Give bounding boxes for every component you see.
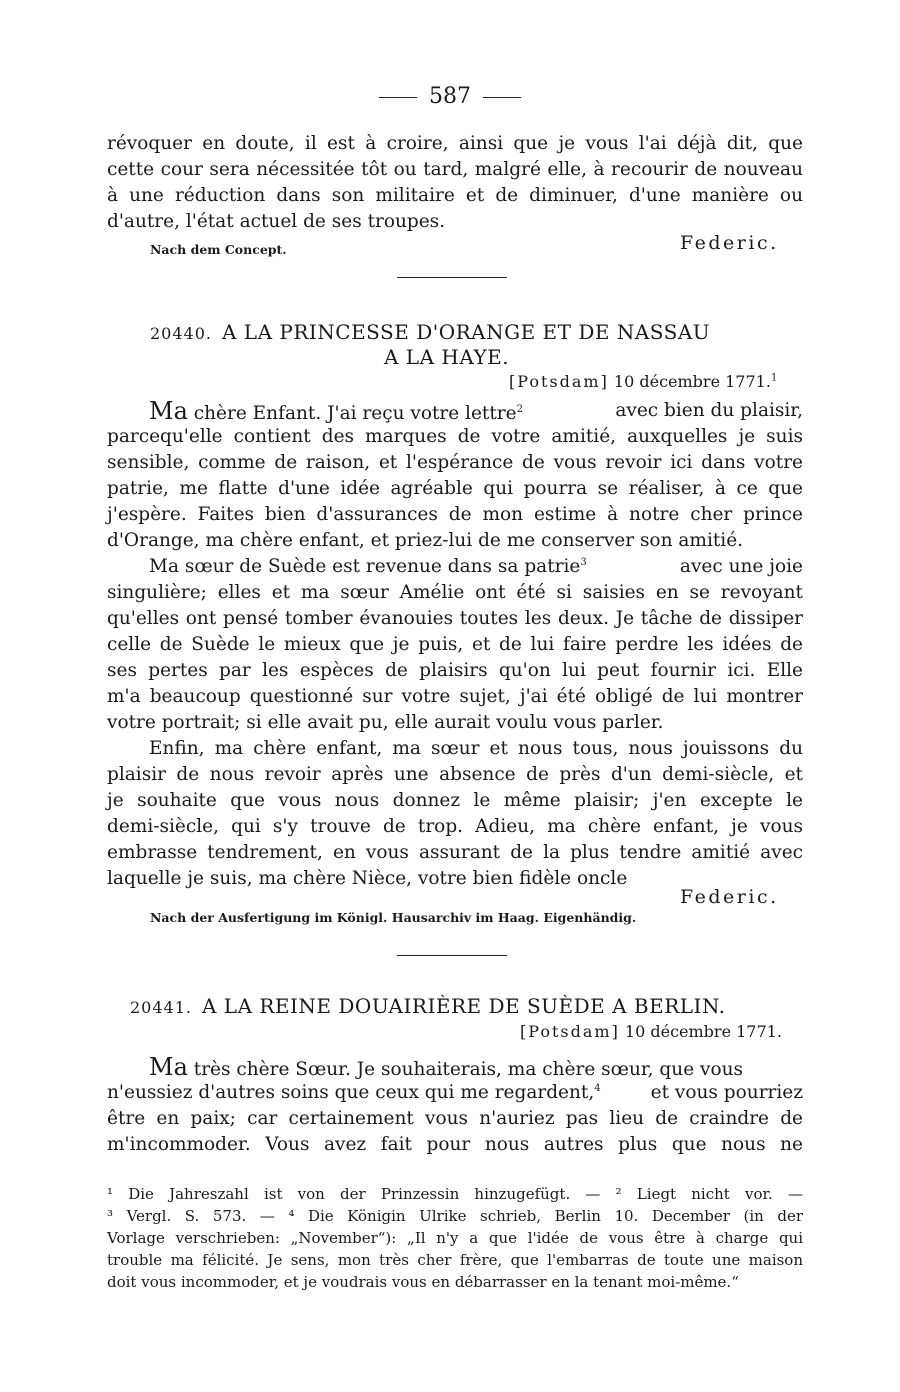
text-line: d'Orange, ma chère enfant, et priez-lui de me conserver son amitié. <box>107 530 744 551</box>
paragraph-first-line <box>149 398 803 427</box>
letter-heading <box>130 994 726 1018</box>
text-span: chère Enfant. J'ai reçu votre lettre <box>193 403 517 424</box>
footnote-line: Vorlage verschrieben: „November“): „Il n'y a que l'idée de vous être à charge qui <box>107 1229 803 1247</box>
footnote-marker: 2 <box>516 403 523 415</box>
text-line: laquelle je suis, ma chère Nièce, votre bien fidèle oncle <box>107 868 628 889</box>
footnote-line: trouble ma félicité. Je sens, mon très cher frère, que l'embarras de toute une maison <box>107 1251 803 1269</box>
text-line: sensible, comme de raison, et l'espérance de vous revoir ici dans votre <box>107 452 803 473</box>
initial-word: Ma <box>149 397 188 425</box>
text-span: avec une joie <box>679 556 803 577</box>
letter-heading <box>150 320 710 344</box>
letter-heading-line2: A LA HAYE. <box>384 345 510 369</box>
footnote-line: doit vous incommoder, et je voudrais vous en débarrasser en la tenant moi-même.“ <box>107 1273 739 1291</box>
text-line: je souhaite que vous nous donnez le même plaisir; j'en excepte le <box>107 790 803 811</box>
text-line: cette cour sera nécessitée tôt ou tard, malgré elle, à recourir de nouveau <box>107 159 803 180</box>
paragraph-first-line <box>149 554 803 580</box>
text-span: Ma sœur de Suède est revenue dans sa patrie <box>149 556 581 577</box>
text-span: et vous pourriez <box>650 1082 803 1103</box>
date-place: [Potsdam] <box>520 1022 620 1041</box>
page-number-dash-right <box>483 97 521 98</box>
footnote-marker: 1 <box>770 372 778 384</box>
source-note: Nach der Ausfertigung im Königl. Hausarchiv im Haag. Eigenhändig. <box>150 910 637 925</box>
text-span <box>149 398 523 427</box>
text-span <box>149 554 587 580</box>
footnote-marker: 3 <box>580 556 587 568</box>
dateline <box>520 1022 782 1041</box>
signature: Federic. <box>680 232 779 254</box>
date-text: 10 décembre 1771. <box>624 1022 782 1041</box>
page-number <box>0 84 900 109</box>
text-line: qu'elles ont pensé tomber évanouies toutes les deux. Je tâche de dissiper <box>107 608 803 629</box>
dateline <box>509 372 777 391</box>
text-line: celle de Suède le mieux que je puis, et de lui faire perdre les idées de <box>107 634 803 655</box>
date-text: 10 décembre 1771. <box>613 372 771 391</box>
source-note: Nach dem Concept. <box>150 242 287 257</box>
text-line: être en paix; car certainement vous n'auriez pas lieu de craindre de <box>107 1108 803 1129</box>
text-line: d'autre, l'état actuel de ses troupes. <box>107 211 446 232</box>
text-line: plaisir de nous revoir après une absence de près d'un demi-siècle, et <box>107 764 803 785</box>
page-number-text: 587 <box>429 84 471 109</box>
paragraph-first-line: Enfin, ma chère enfant, ma sœur et nous tous, nous jouissons du <box>149 738 803 759</box>
text-span: n'eussiez d'autres soins que ceux qui me regardent, <box>107 1082 595 1103</box>
footnote-line: ³ Vergl. S. 573. — ⁴ Die Königin Ulrike schrieb, Berlin 10. December (in der <box>107 1207 803 1225</box>
text-line: ses pertes par les espèces de plaisirs qu'on lui peut fournir ici. Elle <box>107 660 803 681</box>
letter-number: 20440. <box>150 324 212 343</box>
text-line: m'a beaucoup questionné sur votre sujet, j'ai été obligé de lui montrer <box>107 686 803 707</box>
text-line <box>107 1080 803 1106</box>
text-line: parcequ'elle contient des marques de votre amitié, auxquelles je suis <box>107 426 803 447</box>
initial-word: Ma <box>149 1053 188 1081</box>
text-line: révoquer en doute, il est à croire, ainsi que je vous l'ai déjà dit, que <box>107 133 803 154</box>
text-line: embrasse tendrement, en vous assurant de la plus tendre amitié avec <box>107 842 803 863</box>
text-line: j'espère. Faites bien d'assurances de mon estime à notre cher prince <box>107 504 803 525</box>
letter-number: 20441. <box>130 998 192 1017</box>
text-line: patrie, me flatte d'une idée agréable qui pourra se réaliser, à ce que <box>107 478 803 499</box>
footnote-marker: 4 <box>594 1082 601 1094</box>
paragraph-first-line <box>149 1054 803 1083</box>
date-place: [Potsdam] <box>509 372 609 391</box>
text-line: à une réduction dans son militaire et de diminuer, d'une manière ou <box>107 185 803 206</box>
letter-title: A LA REINE DOUAIRIÈRE DE SUÈDE A BERLIN. <box>201 994 726 1018</box>
signature: Federic. <box>680 886 779 908</box>
text-span: avec bien du plaisir, <box>615 400 803 421</box>
page-number-dash-left <box>379 97 417 98</box>
text-span: très chère Sœur. Je souhaiterais, ma chère sœur, que vous <box>193 1059 744 1080</box>
section-divider <box>397 277 507 278</box>
text-line: votre portrait; si elle avait pu, elle aurait voulu vous parler. <box>107 712 664 733</box>
section-divider <box>397 955 507 956</box>
text-span <box>107 1080 601 1106</box>
text-line: singulière; elles et ma sœur Amélie ont été si saisies en se revoyant <box>107 582 803 603</box>
letter-title: A LA PRINCESSE D'ORANGE ET DE NASSAU <box>221 320 711 344</box>
text-line: m'incommoder. Vous avez fait pour nous autres plus que nous ne <box>107 1134 803 1155</box>
footnote-line: ¹ Die Jahreszahl ist von der Prinzessin hinzugefügt. — ² Liegt nicht vor. — <box>107 1185 803 1203</box>
text-line: demi-siècle, qui s'y trouve de trop. Adieu, ma chère enfant, je vous <box>107 816 803 837</box>
text-span <box>149 1054 743 1083</box>
